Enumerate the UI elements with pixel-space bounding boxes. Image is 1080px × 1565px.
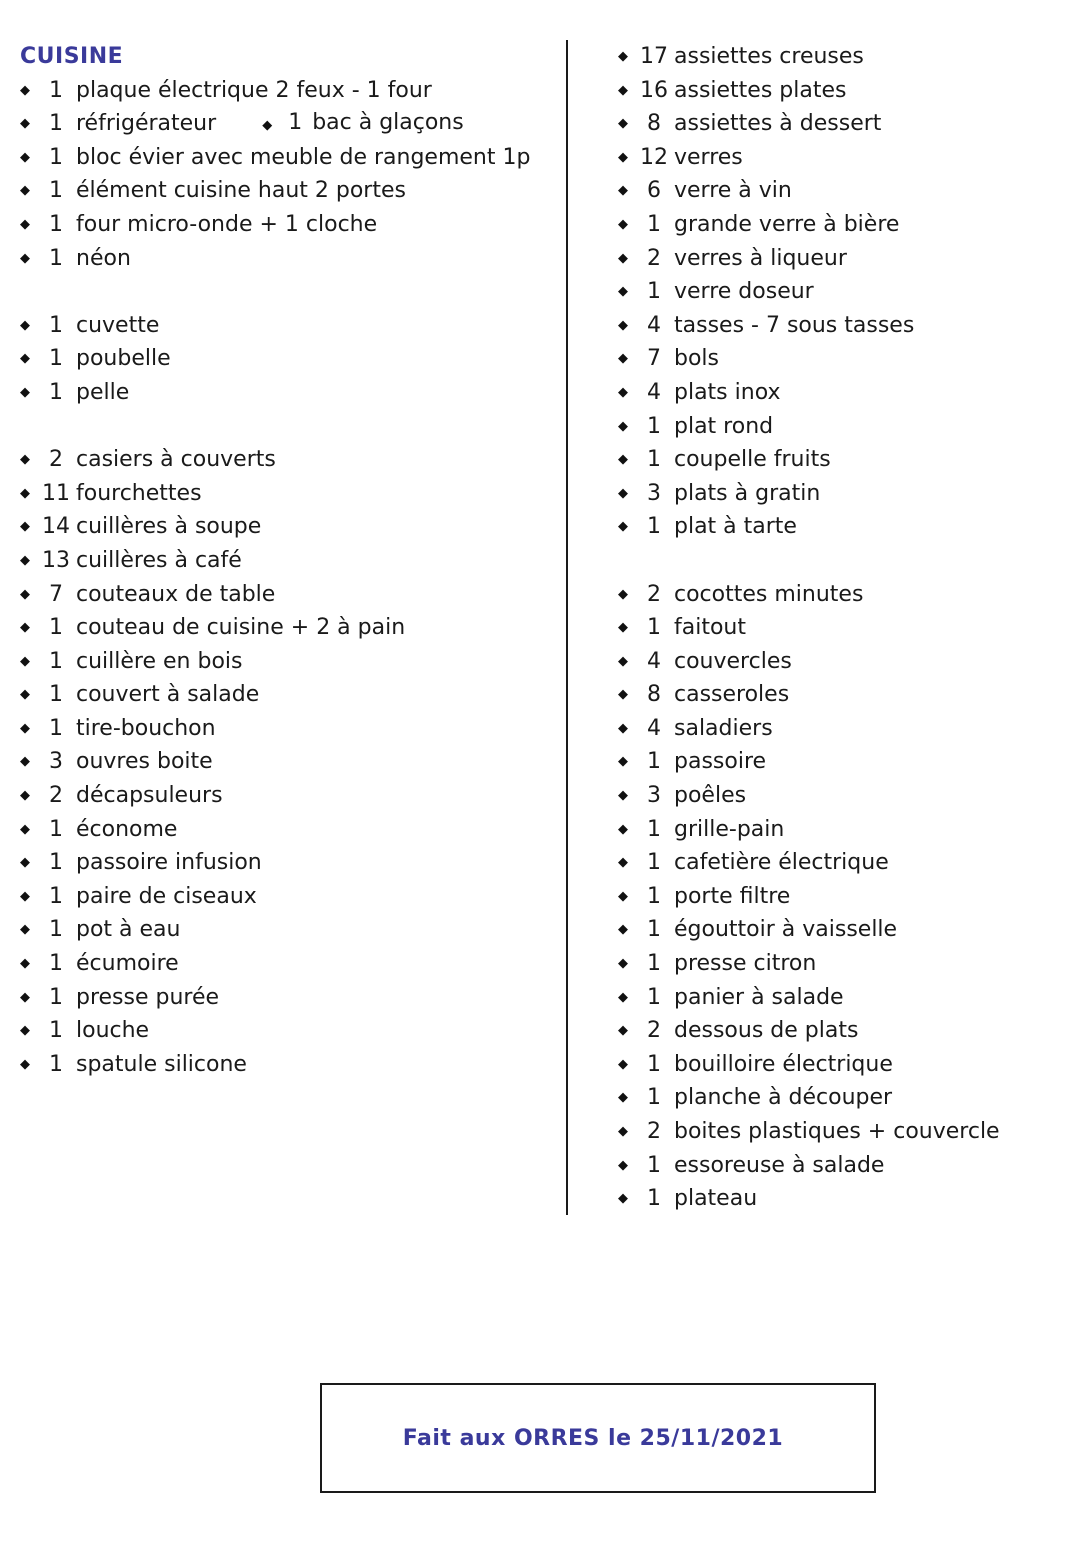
bullet-icon: ◆	[618, 687, 628, 703]
item-quantity: 8	[647, 111, 661, 137]
item-label: cocottes minutes	[674, 581, 864, 607]
bullet-icon: ◆	[618, 216, 628, 232]
item-quantity: 3	[647, 783, 661, 809]
item-label: verres à liqueur	[674, 245, 847, 271]
list-item	[618, 107, 1068, 141]
list-item	[618, 242, 1068, 276]
bullet-icon: ◆	[20, 1056, 30, 1072]
bullet-icon: ◆	[20, 821, 30, 837]
list-item	[618, 1115, 1068, 1149]
item-quantity: 2	[49, 783, 63, 809]
bullet-icon: ◆	[20, 250, 30, 266]
list-item	[618, 74, 1068, 108]
list-item	[20, 443, 560, 477]
item-quantity: 1	[49, 816, 63, 842]
item-label: plats inox	[674, 379, 781, 405]
item-quantity: 13	[42, 547, 70, 573]
list-item	[20, 981, 560, 1015]
bullet-icon: ◆	[618, 452, 628, 468]
item-label: néon	[76, 245, 131, 271]
list-item	[20, 947, 560, 981]
item-label: grille-pain	[674, 816, 785, 842]
bullet-icon: ◆	[20, 788, 30, 804]
item-label: élément cuisine haut 2 portes	[76, 178, 406, 204]
item-quantity: 7	[647, 346, 661, 372]
item-quantity: 16	[640, 77, 668, 103]
item-label: économe	[76, 816, 178, 842]
item-quantity: 17	[640, 44, 668, 69]
bullet-icon: ◆	[618, 586, 628, 602]
bullet-icon: ◆	[20, 384, 30, 400]
item-quantity: 1	[49, 648, 63, 674]
item-label: assiettes plates	[674, 77, 847, 103]
bullet-icon: ◆	[20, 653, 30, 669]
item-quantity: 7	[49, 581, 63, 607]
item-quantity: 1	[49, 951, 63, 977]
list-item	[618, 846, 1068, 880]
bullet-icon: ◆	[618, 351, 628, 367]
list-item	[618, 745, 1068, 779]
bullet-icon: ◆	[618, 317, 628, 333]
item-label: bols	[674, 346, 719, 372]
list-item	[618, 1081, 1068, 1115]
item-quantity: 1	[49, 77, 63, 103]
item-quantity: 6	[647, 178, 661, 204]
item-label: plats à gratin	[674, 480, 821, 506]
list-item	[20, 174, 560, 208]
list-item	[20, 107, 560, 141]
list-item	[20, 1014, 560, 1048]
item-label: tire-bouchon	[76, 715, 216, 741]
list-item	[618, 376, 1068, 410]
bullet-icon: ◆	[618, 1023, 628, 1039]
item-quantity: 1	[49, 615, 63, 641]
item-quantity: 1	[647, 514, 661, 540]
item-label: cuvette	[76, 312, 160, 338]
column-divider	[566, 40, 568, 1215]
item-label: presse purée	[76, 984, 220, 1010]
list-item	[618, 477, 1068, 511]
list-item	[20, 242, 560, 276]
bullet-icon: ◆	[20, 149, 30, 165]
bullet-icon: ◆	[618, 418, 628, 434]
item-label: cuillères à café	[76, 547, 242, 573]
list-item	[618, 578, 1068, 612]
list-item	[618, 779, 1068, 813]
item-quantity: 1	[647, 211, 661, 237]
bullet-icon: ◆	[618, 922, 628, 938]
list-item	[618, 712, 1068, 746]
bullet-icon: ◆	[20, 116, 30, 132]
item-label: écumoire	[76, 951, 179, 977]
item-quantity: 1	[647, 447, 661, 473]
bullet-icon: ◆	[618, 821, 628, 837]
item-quantity: 4	[647, 312, 661, 338]
item-label: tasses - 7 sous tasses	[674, 312, 915, 338]
bullet-icon: ◆	[618, 956, 628, 972]
bullet-icon: ◆	[618, 1124, 628, 1139]
list-item	[618, 309, 1068, 343]
item-quantity: 1	[49, 346, 63, 372]
item-label: égouttoir à vaisselle	[674, 917, 898, 943]
list-item	[618, 410, 1068, 444]
item-label: bac à glaçons	[312, 109, 464, 135]
item-label: cuillère en bois	[76, 648, 243, 674]
item-quantity: 1	[647, 917, 661, 943]
bullet-icon: ◆	[20, 687, 30, 703]
bullet-icon: ◆	[20, 922, 30, 938]
item-label: verres	[674, 144, 743, 170]
item-quantity: 1	[647, 749, 661, 775]
item-label: bloc évier avec meuble de rangement 1p	[76, 144, 531, 170]
item-quantity: 1	[647, 1051, 661, 1077]
bullet-icon: ◆	[20, 956, 30, 972]
item-label: plat rond	[674, 413, 774, 439]
bullet-icon: ◆	[618, 82, 628, 98]
item-label: couteaux de table	[76, 581, 276, 607]
item-label: spatule silicone	[76, 1051, 247, 1077]
item-quantity: 2	[647, 581, 661, 607]
bullet-icon: ◆	[20, 720, 30, 736]
bullet-icon: ◆	[618, 989, 628, 1005]
item-label: plat à tarte	[674, 514, 797, 540]
item-label: verre à vin	[674, 178, 792, 204]
list-item	[20, 913, 560, 947]
item-label: bouilloire électrique	[674, 1051, 893, 1077]
bullet-icon: ◆	[618, 1191, 628, 1207]
list-item	[618, 443, 1068, 477]
item-quantity: 1	[647, 1152, 661, 1178]
item-label: grande verre à bière	[674, 211, 900, 237]
item-quantity: 2	[647, 1119, 661, 1144]
item-label: casiers à couverts	[76, 447, 276, 473]
item-quantity: 1	[49, 312, 63, 338]
bullet-icon: ◆	[618, 1056, 628, 1072]
item-label: passoire infusion	[76, 850, 262, 876]
bullet-icon: ◆	[20, 519, 30, 535]
list-item	[618, 510, 1068, 544]
item-quantity: 1	[49, 1051, 63, 1077]
item-label: louche	[76, 1018, 150, 1044]
bullet-icon: ◆	[20, 1023, 30, 1039]
bullet-icon: ◆	[618, 116, 628, 132]
item-label: fourchettes	[76, 480, 202, 506]
list-item	[618, 208, 1068, 242]
bullet-icon: ◆	[20, 485, 30, 501]
bullet-icon: ◆	[20, 452, 30, 468]
item-label: couteau de cuisine + 2 à pain	[76, 615, 406, 641]
bullet-icon: ◆	[20, 754, 30, 770]
list-item	[618, 141, 1068, 175]
bullet-icon: ◆	[20, 620, 30, 636]
list-item	[20, 1048, 560, 1082]
item-quantity: 12	[640, 144, 668, 170]
item-label: coupelle fruits	[674, 447, 831, 473]
item-label: plaque électrique 2 feux - 1 four	[76, 77, 432, 103]
bullet-icon: ◆	[20, 552, 30, 568]
bullet-icon: ◆	[20, 216, 30, 232]
right-column	[618, 40, 1068, 1216]
bullet-icon: ◆	[618, 855, 628, 871]
item-quantity: 1	[49, 850, 63, 876]
item-quantity: 1	[49, 984, 63, 1010]
bullet-icon: ◆	[618, 49, 628, 64]
list-item	[20, 880, 560, 914]
list-item	[618, 1149, 1068, 1183]
item-label: assiettes creuses	[674, 44, 864, 69]
item-quantity: 1	[49, 715, 63, 741]
bullet-icon: ◆	[618, 1157, 628, 1173]
item-quantity: 1	[49, 144, 63, 170]
item-quantity: 1	[647, 615, 661, 641]
item-quantity: 4	[647, 379, 661, 405]
section-title: CUISINE	[20, 44, 124, 69]
footer-box	[320, 1383, 876, 1493]
item-label: poubelle	[76, 346, 171, 372]
bullet-icon: ◆	[618, 720, 628, 736]
item-quantity: 1	[49, 245, 63, 271]
extra-item	[262, 106, 464, 143]
item-quantity: 14	[42, 514, 70, 540]
right-item-list	[618, 40, 1068, 1216]
list-item	[618, 174, 1068, 208]
item-quantity: 2	[647, 245, 661, 271]
item-quantity: 1	[647, 850, 661, 876]
bullet-icon: ◆	[618, 183, 628, 199]
item-label: couvert à salade	[76, 682, 260, 708]
item-label: cafetière électrique	[674, 850, 889, 876]
list-item	[20, 342, 560, 376]
item-quantity: 1	[647, 413, 661, 439]
item-quantity: 2	[49, 447, 63, 473]
list-item	[20, 611, 560, 645]
list-item	[618, 342, 1068, 376]
bullet-icon: ◆	[618, 250, 628, 266]
bullet-icon: ◆	[618, 620, 628, 636]
list-item	[618, 981, 1068, 1015]
list-item	[20, 712, 560, 746]
list-item	[20, 678, 560, 712]
item-label: plateau	[674, 1186, 758, 1212]
list-item	[20, 846, 560, 880]
list-item	[20, 745, 560, 779]
item-label: presse citron	[674, 951, 817, 977]
bullet-icon: ◆	[618, 888, 628, 904]
bullet-icon: ◆	[618, 754, 628, 770]
list-item	[20, 74, 560, 108]
footer-text: Fait aux ORRES le 25/11/2021	[402, 1425, 784, 1451]
bullet-icon: ◆	[20, 855, 30, 871]
item-quantity: 3	[49, 749, 63, 775]
bullet-icon: ◆	[262, 117, 273, 133]
item-quantity: 1	[49, 1018, 63, 1044]
list-item	[618, 813, 1068, 847]
bullet-icon: ◆	[618, 284, 628, 300]
list-item	[20, 813, 560, 847]
list-item	[20, 510, 560, 544]
item-label: saladiers	[674, 715, 773, 741]
bullet-icon: ◆	[618, 485, 628, 501]
item-quantity: 1	[647, 951, 661, 977]
item-quantity: 1	[49, 682, 63, 708]
item-label: dessous de plats	[674, 1018, 859, 1044]
item-label: essoreuse à salade	[674, 1152, 885, 1178]
item-quantity: 1	[647, 984, 661, 1010]
bullet-icon: ◆	[618, 653, 628, 669]
bullet-icon: ◆	[618, 1090, 628, 1106]
item-label: verre doseur	[674, 279, 814, 305]
item-label: passoire	[674, 749, 767, 775]
item-label: boites plastiques + couvercle	[674, 1119, 1000, 1144]
item-label: pelle	[76, 379, 130, 405]
list-item	[618, 611, 1068, 645]
item-quantity: 1	[647, 1085, 661, 1111]
list-item	[20, 544, 560, 578]
item-quantity: 1	[647, 883, 661, 909]
item-label: pot à eau	[76, 917, 181, 943]
list-item	[618, 947, 1068, 981]
item-quantity: 1	[49, 178, 63, 204]
bullet-icon: ◆	[618, 519, 628, 535]
item-quantity: 11	[42, 480, 70, 506]
list-item	[20, 477, 560, 511]
bullet-icon: ◆	[618, 788, 628, 804]
list-item	[618, 1182, 1068, 1216]
item-label: paire de ciseaux	[76, 883, 257, 909]
list-item	[20, 208, 560, 242]
list-item	[20, 779, 560, 813]
bullet-icon: ◆	[618, 384, 628, 400]
item-label: planche à découper	[674, 1085, 893, 1111]
item-label: porte filtre	[674, 883, 791, 909]
bullet-icon: ◆	[20, 183, 30, 199]
list-item	[618, 1014, 1068, 1048]
item-label: four micro-onde + 1 cloche	[76, 211, 378, 237]
item-quantity: 4	[647, 648, 661, 674]
item-quantity: 1	[49, 379, 63, 405]
bullet-icon: ◆	[20, 317, 30, 333]
bullet-icon: ◆	[20, 82, 30, 98]
item-label: réfrigérateur	[76, 111, 217, 137]
item-quantity: 1	[49, 883, 63, 909]
item-quantity: 2	[647, 1018, 661, 1044]
item-quantity: 1	[49, 111, 63, 137]
list-item	[618, 678, 1068, 712]
bullet-icon: ◆	[20, 888, 30, 904]
bullet-icon: ◆	[618, 149, 628, 165]
list-item	[618, 1048, 1068, 1082]
item-quantity: 1	[647, 1186, 661, 1212]
item-label: ouvres boite	[76, 749, 213, 775]
list-item	[618, 40, 1068, 74]
item-quantity: 4	[647, 715, 661, 741]
item-quantity: 3	[647, 480, 661, 506]
item-label: casseroles	[674, 682, 790, 708]
item-label: poêles	[674, 783, 747, 809]
item-label: panier à salade	[674, 984, 844, 1010]
list-item	[618, 645, 1068, 679]
item-label: assiettes à dessert	[674, 111, 882, 137]
item-label: décapsuleurs	[76, 783, 223, 809]
item-quantity: 1	[49, 917, 63, 943]
bullet-icon: ◆	[20, 351, 30, 367]
bullet-icon: ◆	[20, 989, 30, 1005]
list-item	[20, 578, 560, 612]
left-item-list	[20, 74, 560, 1082]
list-item	[618, 275, 1068, 309]
item-label: cuillères à soupe	[76, 514, 262, 540]
item-label: faitout	[674, 615, 746, 641]
item-quantity: 1	[647, 279, 661, 305]
item-quantity: 1	[49, 211, 63, 237]
left-column	[20, 40, 560, 1081]
list-item	[20, 141, 560, 175]
item-quantity: 1	[647, 816, 661, 842]
list-item	[20, 309, 560, 343]
list-item	[20, 645, 560, 679]
item-quantity: 1	[288, 109, 303, 135]
list-item	[20, 376, 560, 410]
list-item	[618, 913, 1068, 947]
bullet-icon: ◆	[20, 586, 30, 602]
item-quantity: 8	[647, 682, 661, 708]
item-label: couvercles	[674, 648, 792, 674]
list-item	[618, 880, 1068, 914]
